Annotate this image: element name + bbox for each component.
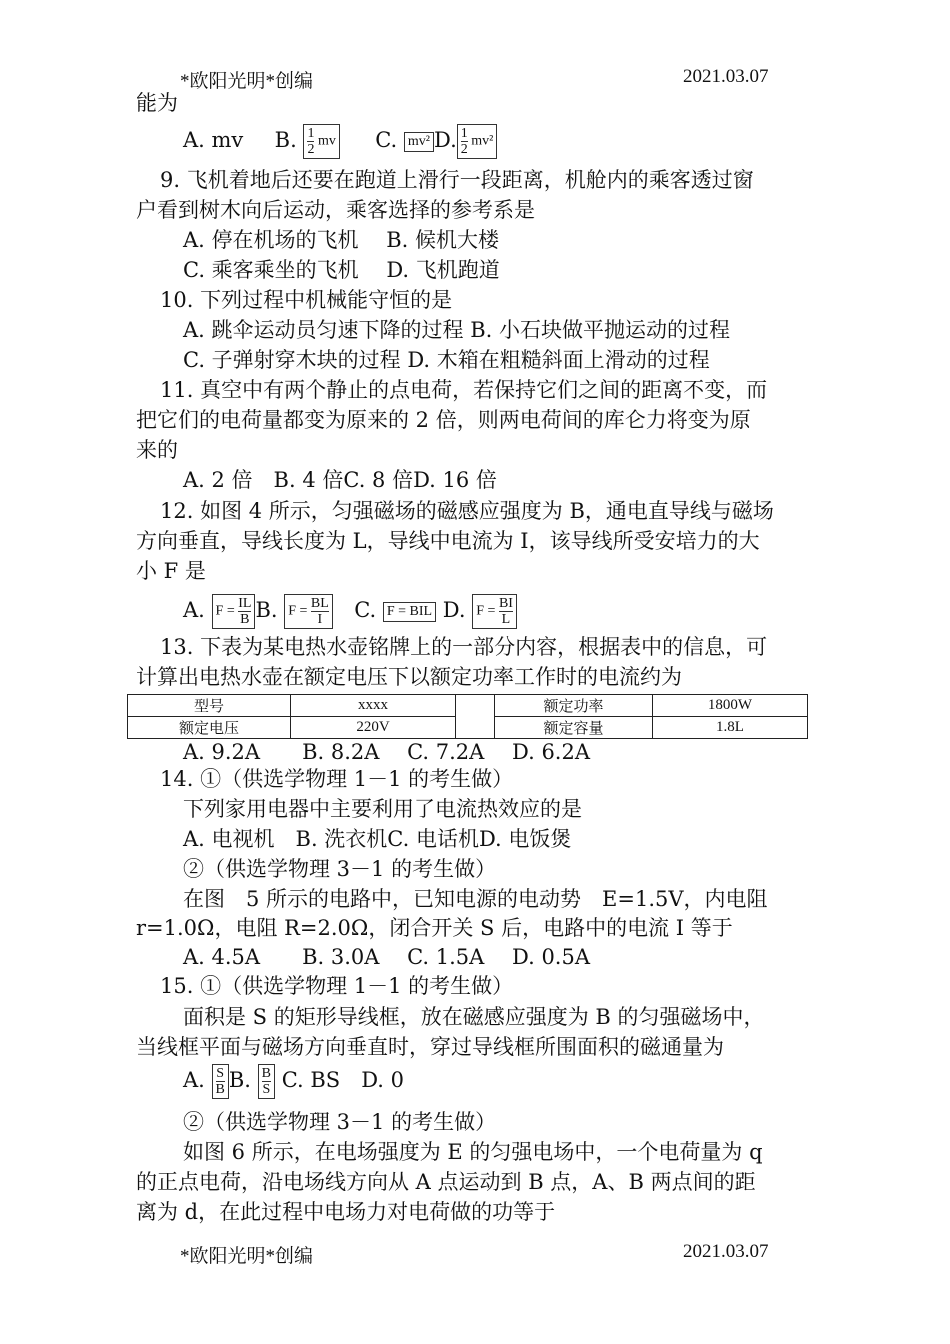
question-15-line2: 面积是 S 的矩形导线框，放在磁感应强度为 B 的匀强磁场中， [183, 1005, 765, 1029]
table-cell [456, 695, 495, 739]
text-line: 能为 [136, 91, 178, 115]
table-cell: 额定容量 [495, 717, 653, 739]
question-11-line2: 把它们的电荷量都变为原来的 2 倍，则两电荷间的库仑力将变为原 [136, 408, 751, 432]
question-11-line3: 来的 [136, 438, 178, 462]
question-9-options-cd: C. 乘客乘坐的飞机 D. 飞机跑道 [183, 258, 500, 282]
question-13-line1: 13. 下表为某电热水壶铭牌上的一部分内容，根据表中的信息，可 [160, 635, 768, 659]
question-11-options: A. 2 倍 B. 4 倍C. 8 倍D. 16 倍 [183, 468, 497, 492]
question-10-options-cd: C. 子弹射穿木块的过程 D. 木箱在粗糙斜面上滑动的过程 [183, 348, 710, 372]
question-15-line5: 如图 6 所示，在电场强度为 E 的匀强电场中，一个电荷量为 q [183, 1140, 763, 1164]
spec-table [127, 694, 808, 739]
question-12-line1: 12. 如图 4 所示，匀强磁场的磁感应强度为 B，通电直导线与磁场 [160, 499, 774, 523]
question-13-options: A. 9.2A B. 8.2A C. 7.2A D. 6.2A [183, 740, 591, 764]
table-row [128, 695, 808, 717]
table-cell: 额定功率 [495, 695, 653, 717]
table-cell: 型号 [128, 695, 291, 717]
question-14-line1: 14. ①（供选学物理 1－1 的考生做） [160, 767, 514, 791]
question-14-line4: ②（供选学物理 3－1 的考生做） [183, 857, 497, 881]
footer-right: 2021.03.07 [683, 1241, 769, 1262]
question-15-line4: ②（供选学物理 3－1 的考生做） [183, 1110, 497, 1134]
formula-s-over-b: $\frac{S}{B}$ [212, 1064, 229, 1099]
formula-mv2: mv² [404, 132, 434, 152]
question-10-options-ab: A. 跳伞运动员匀速下降的过程 B. 小石块做平抛运动的过程 [183, 318, 730, 342]
formula-il-over-b: F = $\frac{IL}{B}$ [212, 594, 256, 629]
table-cell: xxxx [291, 695, 456, 717]
question-15-line6: 的正点电荷，沿电场线方向从 A 点运动到 B 点，A、B 两点间的距 [136, 1170, 756, 1194]
formula-bi-over-l: F = $\frac{BI}{L}$ [472, 594, 517, 629]
question-9-options-ab: A. 停在机场的飞机 B. 候机大楼 [183, 228, 499, 252]
formula-half-mv2: $\frac{1}{2}$ mv² [457, 124, 498, 159]
question-9-line1: 9. 飞机着地后还要在跑道上滑行一段距离，机舱内的乘客透过窗 [160, 168, 754, 192]
question-12-line3: 小 F 是 [136, 559, 206, 583]
header-left: *欧阳光明*创编 [180, 71, 314, 92]
question-15-line1: 15. ①（供选学物理 1－1 的考生做） [160, 974, 514, 998]
question-14-line2: 下列家用电器中主要利用了电流热效应的是 [183, 797, 582, 821]
question-14-line5: 在图 5 所示的电路中，已知电源的电动势 E=1.5V，内电阻 [183, 887, 768, 911]
question-14-line6: r=1.0Ω，电阻 R=2.0Ω，闭合开关 S 后，电路中的电流 I 等于 [136, 916, 733, 940]
question-11-line1: 11. 真空中有两个静止的点电荷，若保持它们之间的距离不变，而 [160, 378, 768, 402]
question-12-options: A. F = $\frac{IL}{B}$ B. F = $\frac{BL}{I}$ C. F = BIL D. F = $\frac{BI}{L}$ [183, 594, 517, 629]
formula-half-mv: $\frac{1}{2}$ mv [303, 124, 339, 159]
question-14-options: A. 4.5A B. 3.0A C. 1.5A D. 0.5A [183, 945, 591, 969]
table-cell: 1.8L [653, 717, 808, 739]
header-right: 2021.03.07 [683, 66, 769, 87]
table-cell: 220V [291, 717, 456, 739]
question-13-line2: 计算出电热水壶在额定电压下以额定功率工作时的电流约为 [136, 665, 682, 689]
formula-bl-over-i: F = $\frac{BL}{I}$ [284, 594, 333, 629]
footer-left: *欧阳光明*创编 [180, 1246, 314, 1267]
question-10: 10. 下列过程中机械能守恒的是 [160, 288, 453, 312]
table-cell: 1800W [653, 695, 808, 717]
formula-bil: F = BIL [383, 602, 436, 622]
question-14-line3: A. 电视机 B. 洗衣机C. 电话机D. 电饭煲 [183, 827, 572, 851]
option-a: A. mv B. $\frac{1}{2}$ mv C. mv² D. $\frac{1}{2}$ mv² [183, 124, 497, 159]
question-9-line2: 户看到树木向后运动，乘客选择的参考系是 [136, 198, 535, 222]
question-15-line7: 离为 d，在此过程中电场力对电荷做的功等于 [136, 1200, 556, 1224]
question-15-line3: 当线框平面与磁场方向垂直时，穿过导线框所围面积的磁通量为 [136, 1035, 724, 1059]
table-cell: 额定电压 [128, 717, 291, 739]
question-12-line2: 方向垂直，导线长度为 L，导线中电流为 I，该导线所受安培力的大 [136, 529, 760, 553]
formula-b-over-s: $\frac{B}{S}$ [258, 1064, 275, 1099]
question-15-options: A. $\frac{S}{B}$ B. $\frac{B}{S}$ C. BS D. 0 [183, 1066, 404, 1097]
